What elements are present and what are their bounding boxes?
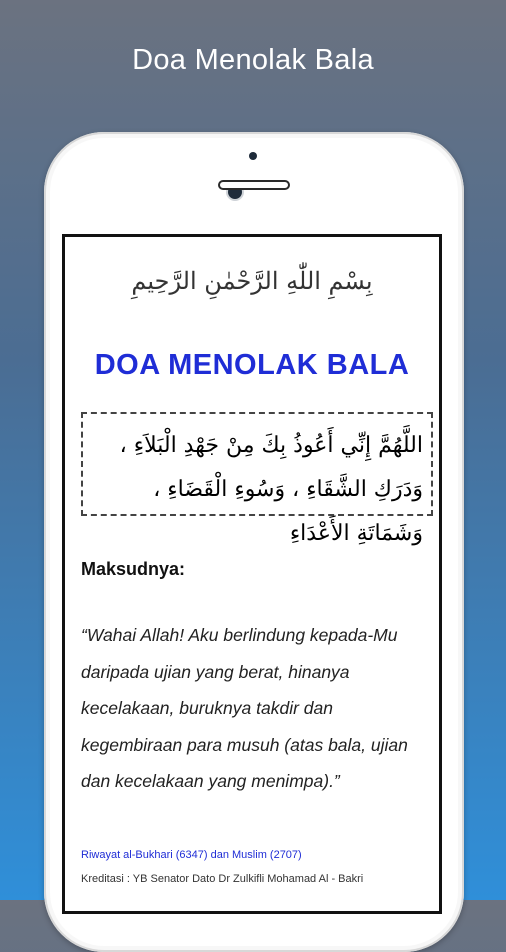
- phone-screen: [62, 234, 442, 914]
- arabic-prayer-box: [81, 412, 433, 546]
- bismillah-text: بِسْمِ اللّٰهِ الرَّحْمٰنِ الرَّحِيمِ: [131, 267, 373, 295]
- arabic-prayer-text: اللَّهُمَّ إِنِّي أَعُوذُ بِكَ مِنْ جَهْدِ الْبَلاَءِ ، وَدَرَكِ الشَّقَاءِ ، وَسُوءِ الْقَضَاءِ ، وَشَمَاتَةِ الأَعْدَاءِ: [119, 433, 423, 546]
- hadith-source: Riwayat al-Bukhari (6347) dan Muslim (2707): [81, 849, 302, 861]
- meaning-label: Maksudnya:: [81, 559, 186, 579]
- document-title: DOA MENOLAK BALA: [94, 349, 410, 381]
- credits-text: Kreditasi : YB Senator Dato Dr Zulkifli Mohamad Al - Bakri: [81, 873, 364, 885]
- page-heading: Doa Menolak Bala: [132, 44, 374, 76]
- speaker-icon: [218, 180, 290, 190]
- sensor-dot-icon: [249, 152, 257, 160]
- translation-text: “Wahai Allah! Aku berlindung kepada-Mu daripada ujian yang berat, hinanya kecelakaan, buruknya takdir dan kegembiraan para musuh (atas bala, ujian dan kecelakaan yang menimpa).”: [81, 625, 408, 791]
